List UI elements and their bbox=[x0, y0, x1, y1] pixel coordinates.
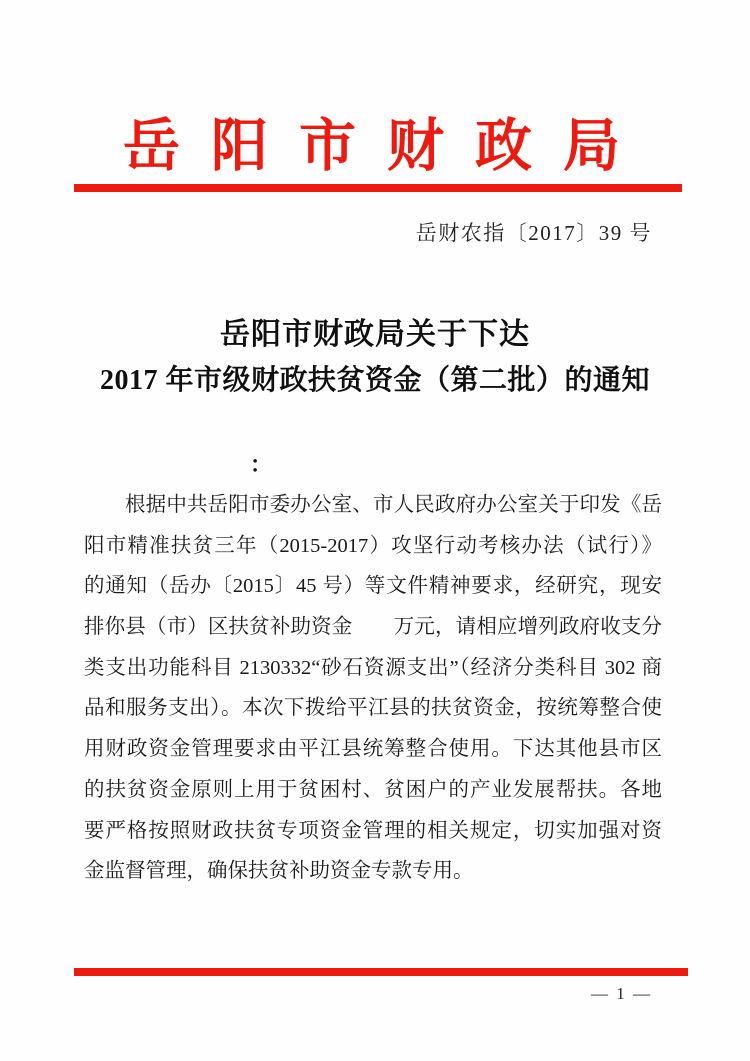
body-line: 阳市精准扶贫三年（2015-2017）攻坚行动考核办法（试行）》 bbox=[84, 534, 662, 557]
body-line: 的扶贫资金原则上用于贫困村、贫困户的产业发展帮扶。各地 bbox=[84, 778, 662, 801]
footer-divider bbox=[74, 968, 688, 976]
body-line: 根据中共岳阳市委办公室、市人民政府办公室关于印发《岳 bbox=[125, 494, 662, 516]
body-line: 排你县（市）区扶贫补助资金 万元，请相应增列政府收支分 bbox=[84, 616, 662, 639]
body-line: 品和服务支出）。本次下拨给平江县的扶贫资金，按统筹整合使 bbox=[84, 697, 662, 720]
letterhead-divider bbox=[74, 184, 682, 192]
body-line: 的通知（岳办〔2015〕45 号）等文件精神要求，经研究，现安 bbox=[84, 575, 662, 598]
document-title-line1: 岳阳市财政局关于下达 bbox=[220, 318, 530, 351]
page-number: — 1 — bbox=[591, 984, 652, 1003]
document-number: 岳财农指〔2017〕39 号 bbox=[415, 221, 652, 245]
body-line: 用财政资金管理要求由平江县统筹整合使用。下达其他县市区 bbox=[84, 738, 662, 761]
body-line: 类支出功能科目 2130332“砂石资源支出”（经济分类科目 302 商 bbox=[84, 656, 662, 679]
salutation-colon: ： bbox=[250, 452, 273, 477]
letterhead-agency-title: 岳阳市财政局 bbox=[123, 115, 651, 178]
body-paragraph bbox=[84, 485, 662, 892]
document-title bbox=[0, 312, 750, 404]
body-line: 要严格按照财政扶贫专项资金管理的相关规定，切实加强对资 bbox=[84, 819, 662, 842]
body-line: 金监督管理，确保扶贫补助资金专款专用。 bbox=[84, 860, 474, 883]
document-title-line2: 2017 年市级财政扶贫资金（第二批）的通知 bbox=[99, 365, 650, 396]
